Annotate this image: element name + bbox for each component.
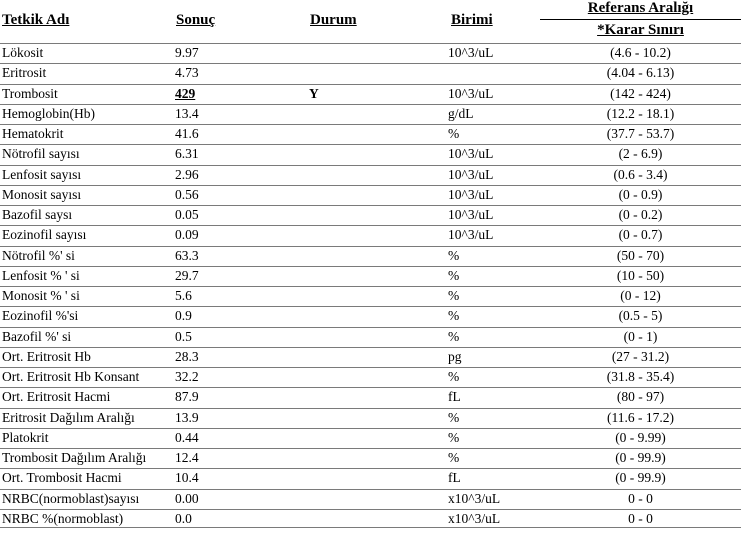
test-name-cell: Nötrofil sayısı (2, 146, 80, 162)
test-name-cell: Trombosit Dağılım Aralığı (2, 450, 147, 465)
result-cell: 9.97 (175, 45, 199, 60)
table-row (0, 468, 741, 488)
table-row (0, 509, 741, 529)
test-name-cell: Eozinofil sayısı (2, 227, 87, 243)
result-cell: 28.3 (175, 348, 199, 364)
unit-cell: x10^3/uL (448, 490, 501, 506)
unit-cell: % (448, 288, 460, 303)
unit-cell: 10^3/uL (448, 146, 494, 162)
unit-cell: 10^3/uL (448, 166, 494, 182)
test-name-cell: Ort. Eritrosit Hb Konsant (2, 369, 140, 384)
unit-cell: fL (448, 389, 461, 405)
header-result: Sonuç (176, 12, 216, 28)
table-row (0, 387, 741, 407)
reference-cell: (27 - 31.2) (611, 348, 670, 364)
table-row (0, 266, 741, 286)
result-cell: 13.9 (175, 409, 199, 425)
unit-cell: % (448, 247, 460, 263)
reference-cell: (0 - 0.9) (618, 186, 663, 202)
header-status: Durum (310, 12, 357, 28)
test-name-cell: Eritrosit Dağılım Aralığı (2, 409, 135, 425)
table-row (0, 246, 741, 266)
reference-cell: (0 - 0.7) (618, 227, 663, 243)
test-name-cell: Monosit % ' si (2, 288, 80, 303)
unit-cell: 10^3/uL (448, 45, 494, 60)
unit-cell: g/dL (448, 105, 474, 121)
table-row (0, 104, 741, 124)
reference-cell: (0.5 - 5) (618, 308, 663, 324)
result-cell: 0.0 (175, 510, 192, 526)
header-reference-range: Referans Aralığı (587, 0, 694, 16)
unit-cell: % (448, 409, 460, 425)
table-row (0, 327, 741, 347)
table-header (0, 0, 741, 44)
result-cell: 429 (175, 85, 196, 101)
reference-cell: 0 - 0 (628, 490, 653, 506)
unit-cell: 10^3/uL (448, 186, 494, 202)
reference-cell: (142 - 424) (610, 85, 671, 101)
test-name-cell: Hemoglobin(Hb) (2, 105, 95, 121)
reference-cell: 0 - 0 (628, 510, 653, 526)
reference-cell: (2 - 6.9) (618, 146, 663, 162)
table-row (0, 347, 741, 367)
reference-cell: (50 - 70) (616, 247, 665, 263)
table-row (0, 306, 741, 326)
unit-cell: % (448, 308, 460, 324)
table-row (0, 63, 741, 83)
test-name-cell: Monosit sayısı (2, 186, 82, 202)
result-cell: 0.09 (175, 227, 199, 243)
reference-cell: (0 - 1) (623, 328, 658, 344)
table-row (0, 185, 741, 205)
unit-cell: 10^3/uL (448, 227, 494, 243)
reference-cell: (0 - 99.9) (615, 450, 666, 465)
reference-cell: (4.6 - 10.2) (610, 45, 671, 60)
test-name-cell: Ort. Trombosit Hacmi (2, 470, 122, 486)
test-name-cell: Hematokrit (2, 126, 64, 141)
unit-cell: % (448, 328, 460, 344)
reference-cell: (0 - 99.9) (615, 470, 666, 486)
result-cell: 63.3 (175, 247, 199, 263)
unit-cell: % (448, 450, 460, 465)
table-row (0, 408, 741, 428)
table-row (0, 165, 741, 185)
unit-cell: x10^3/uL (448, 510, 501, 526)
test-name-cell: Ort. Eritrosit Hacmi (2, 389, 111, 405)
test-name-cell: Lenfosit sayısı (2, 166, 82, 182)
table-row (0, 367, 741, 387)
unit-cell: % (448, 429, 460, 445)
unit-cell: % (448, 369, 460, 384)
test-name-cell: NRBC %(normoblast) (2, 510, 124, 526)
reference-cell: (0.6 - 3.4) (613, 166, 668, 182)
reference-cell: (37.7 - 53.7) (606, 126, 675, 141)
result-cell: 10.4 (175, 470, 199, 486)
test-name-cell: Lenfosit % ' si (2, 267, 80, 283)
result-cell: 29.7 (175, 267, 199, 283)
result-cell: 0.56 (175, 186, 199, 202)
table-row (0, 205, 741, 225)
result-cell: 87.9 (175, 389, 199, 405)
result-cell: 12.4 (175, 450, 199, 465)
unit-cell: pg (448, 348, 462, 364)
test-name-cell: Lökosit (2, 45, 44, 60)
result-cell: 0.9 (175, 308, 192, 324)
test-name-cell: Bazofil saysı (2, 207, 73, 222)
reference-cell: (12.2 - 18.1) (606, 105, 675, 121)
header-unit: Birimi (451, 12, 493, 28)
unit-cell: % (448, 267, 460, 283)
test-name-cell: Platokrit (2, 429, 49, 445)
result-cell: 13.4 (175, 105, 199, 121)
result-cell: 32.2 (175, 369, 199, 384)
table-bottom-border (0, 527, 741, 528)
test-name-cell: Ort. Eritrosit Hb (2, 348, 91, 364)
unit-cell: % (448, 126, 460, 141)
result-cell: 2.96 (175, 166, 199, 182)
unit-cell: 10^3/uL (448, 85, 494, 101)
table-row (0, 84, 741, 104)
header-test-name: Tetkik Adı (2, 12, 70, 28)
table-row (0, 448, 741, 468)
test-name-cell: Nötrofil %' si (2, 247, 75, 263)
reference-cell: (11.6 - 17.2) (607, 409, 674, 425)
reference-cell: (0 - 12) (620, 288, 661, 303)
result-cell: 6.31 (175, 146, 199, 162)
test-name-cell: Trombosit (2, 85, 58, 101)
table-row (0, 124, 741, 144)
table-row (0, 489, 741, 509)
result-cell: 4.73 (175, 65, 199, 81)
table-row (0, 428, 741, 448)
test-name-cell: Eritrosit (2, 65, 47, 81)
test-name-cell: Eozinofil %'si (2, 308, 79, 324)
reference-divider (540, 19, 741, 20)
test-name-cell: NRBC(normoblast)sayısı (2, 490, 140, 506)
result-cell: 0.5 (175, 328, 192, 344)
reference-cell: (10 - 50) (616, 267, 665, 283)
reference-cell: (80 - 97) (616, 389, 665, 405)
status-cell: Y (309, 85, 319, 101)
result-cell: 41.6 (175, 126, 199, 141)
table-row (0, 286, 741, 306)
table-row (0, 43, 741, 63)
table-row (0, 144, 741, 164)
table-row (0, 225, 741, 245)
reference-cell: (4.04 - 6.13) (606, 65, 675, 81)
unit-cell: 10^3/uL (448, 207, 494, 222)
test-name-cell: Bazofil %' si (2, 328, 72, 344)
header-decision-limit: *Karar Sınırı (597, 22, 684, 38)
reference-cell: (0 - 9.99) (615, 429, 666, 445)
unit-cell: fL (448, 470, 461, 486)
result-cell: 0.44 (175, 429, 199, 445)
reference-cell: (31.8 - 35.4) (606, 369, 675, 384)
result-cell: 0.05 (175, 207, 199, 222)
reference-cell: (0 - 0.2) (618, 207, 663, 222)
result-cell: 0.00 (175, 490, 199, 506)
result-cell: 5.6 (175, 288, 192, 303)
